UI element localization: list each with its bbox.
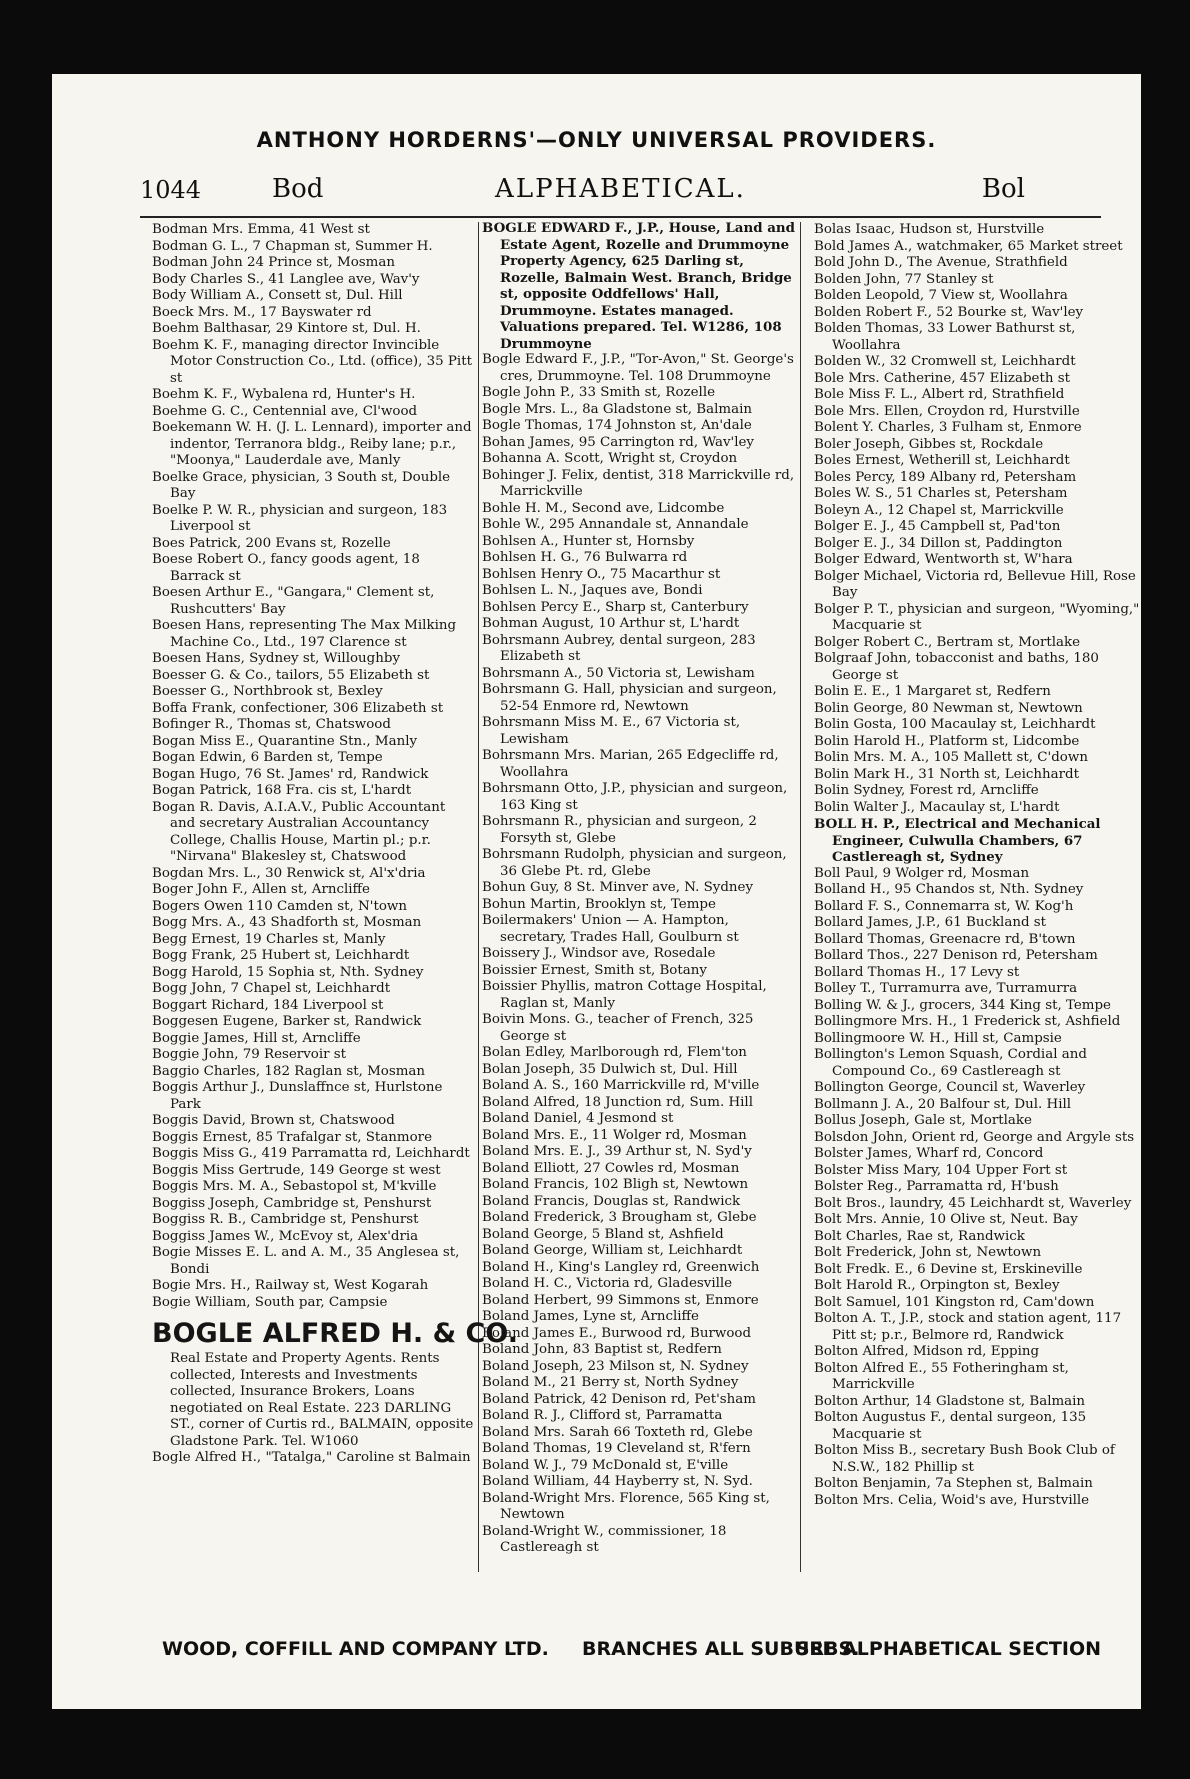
page-banner: ANTHONY HORDERNS'—ONLY UNIVERSAL PROVIDERS. (256, 128, 937, 152)
directory-entry: Bogle Edward F., J.P., "Tor-Avon," St. George's cres, Drummoyne. Tel. 108 Drummoyne (482, 352, 794, 384)
directory-entry: Boesser G. & Co., tailors, 55 Elizabeth st (152, 667, 430, 683)
directory-entry: Bogle Mrs. L., 8a Gladstone st, Balmain (482, 401, 752, 417)
directory-entry: Boland-Wright W., commissioner, 18 Castlereagh st (482, 1523, 727, 1555)
directory-entry: Bohanna A. Scott, Wright st, Croydon (482, 451, 738, 466)
directory-entry: Boland George, 5 Bland st, Ashfield (482, 1226, 724, 1242)
directory-entry: Bohun Martin, Brooklyn st, Tempe (482, 896, 716, 912)
ad-title: BOGLE ALFRED H. & CO. (152, 1318, 518, 1349)
footer-branches: BRANCHES ALL SUBURBS. (582, 1638, 860, 1660)
directory-entry: Bogg Harold, 15 Sophia st, Nth. Sydney (152, 964, 424, 980)
directory-entry: Bollingmoore W. H., Hill st, Campsie (814, 1030, 1062, 1046)
directory-entry: Boleyn A., 12 Chapel st, Marrickville (814, 502, 1064, 518)
directory-entry: Boland W. J., 79 McDonald st, E'ville (482, 1457, 729, 1473)
directory-entry: Bolster James, Wharf rd, Concord (814, 1146, 1044, 1161)
directory-entry: Bogg Frank, 25 Hubert st, Leichhardt (152, 948, 410, 963)
directory-entry: Boissier Ernest, Smith st, Botany (482, 962, 707, 978)
directory-entry: Boelke Grace, physician, 3 South st, Double Bay (152, 469, 451, 501)
directory-entry: Bolin Mrs. M. A., 105 Mallett st, C'down (814, 750, 1088, 765)
directory-entry: Boffa Frank, confectioner, 306 Elizabeth st (152, 700, 444, 716)
directory-entry: Bogg John, 7 Chapel st, Leichhardt (152, 981, 391, 996)
directory-entry: Bolling W. & J., grocers, 344 King st, Tempe (814, 997, 1111, 1013)
directory-entry: Bole Miss F. L., Albert rd, Strathfield (814, 387, 1065, 402)
directory-entry: Bogie William, South par, Campsie (152, 1294, 388, 1310)
directory-entry: Boles W. S., 51 Charles st, Petersham (814, 486, 1068, 501)
directory-entry: Bollard Thos., 227 Denison rd, Petersham (814, 948, 1098, 963)
directory-entry: Bohle W., 295 Annandale st, Annandale (482, 517, 749, 532)
directory-entry: Boggis Ernest, 85 Trafalgar st, Stanmore (152, 1129, 433, 1145)
directory-entry: Bohlsen L. N., Jaques ave, Bondi (482, 583, 703, 598)
directory-entry: Bolger Robert C., Bertram st, Mortlake (814, 634, 1081, 650)
directory-entry: Bolster Reg., Parramatta rd, H'bush (814, 1179, 1059, 1194)
directory-entry: Boland Patrick, 42 Denison rd, Pet'sham (482, 1391, 756, 1407)
directory-entry: Boland M., 21 Berry st, North Sydney (482, 1375, 739, 1390)
directory-entry: Bolden Thomas, 33 Lower Bathurst st, Woollahra (814, 321, 1076, 353)
directory-entry: Bolin Walter J., Macaulay st, L'hardt (814, 799, 1060, 815)
directory-entry: Bolton Miss B., secretary Bush Book Club of N.S.W., 182 Phillip st (814, 1443, 1115, 1475)
directory-entry: Boland Elliott, 27 Cowles rd, Mosman (482, 1160, 740, 1176)
directory-entry: Bold John D., The Avenue, Strathfield (814, 255, 1068, 270)
directory-entry: Bohrsmann Miss M. E., 67 Victoria st, Lewisham (482, 715, 741, 747)
directory-entry: Boland Joseph, 23 Milson st, N. Sydney (482, 1358, 749, 1374)
directory-entry: Boland George, William st, Leichhardt (482, 1243, 743, 1258)
running-head (140, 174, 1101, 208)
directory-entry: Boland Daniel, 4 Jesmond st (482, 1111, 674, 1126)
directory-entry: Bolin E. E., 1 Margaret st, Redfern (814, 684, 1051, 699)
directory-entry: Bolger P. T., physician and surgeon, "Wyoming," Macquarie st (814, 601, 1140, 633)
directory-entry: Boggie James, Hill st, Arncliffe (152, 1030, 361, 1046)
directory-entry: Boggiss R. B., Cambridge st, Penshurst (152, 1212, 419, 1227)
directory-entry: Boland Mrs. E., 11 Wolger rd, Mosman (482, 1127, 747, 1143)
directory-entry: Bolton A. T., J.P., stock and station agent, 117 Pitt st; p.r., Belmore rd, Randwick (814, 1311, 1122, 1343)
directory-entry: Bolin George, 80 Newman st, Newtown (814, 700, 1083, 716)
directory-entry: Bollard James, J.P., 61 Buckland st (814, 915, 1047, 930)
directory-entry: Bogan R. Davis, A.I.A.V., Public Accountant and secretary Australian Accountancy College, Challis House, Martin pl.; p.r. "Nirvana" Blakesley st, Chatswood (152, 799, 446, 864)
entry-list (152, 1450, 474, 1467)
directory-entry: Boggis Miss Gertrude, 149 George st west (152, 1162, 441, 1178)
directory-entry: Bolsdon John, Orient rd, George and Argyle sts (814, 1129, 1135, 1145)
directory-entry: Bohlsen Henry O., 75 Macarthur st (482, 566, 721, 582)
directory-entry: Bolt Harold R., Orpington st, Bexley (814, 1278, 1060, 1293)
column-2 (482, 220, 796, 1668)
directory-entry: Body Charles S., 41 Langlee ave, Wav'y (152, 271, 420, 287)
directory-entry: Bohrsmann A., 50 Victoria st, Lewisham (482, 665, 755, 681)
directory-entry: Body William A., Consett st, Dul. Hill (152, 288, 403, 303)
directory-entry: Bodman G. L., 7 Chapman st, Summer H. (152, 238, 433, 254)
directory-entry: Bolan Joseph, 35 Dulwich st, Dul. Hill (482, 1061, 738, 1077)
directory-entry: Bolt Frederick, John st, Newtown (814, 1245, 1042, 1260)
directory-entry: BOGLE EDWARD F., J.P., House, Land and Estate Agent, Rozelle and Drummoyne Property Agency, 625 Darling st, Rozelle, Balmain West. Branch, Bridge st, opposite Oddfellows' Hall, Drummoyne. Estates managed. Valuations prepared. Tel. W1286, 108 Drummoyne (482, 220, 796, 352)
directory-entry: Boland Mrs. Sarah 66 Toxteth rd, Glebe (482, 1424, 753, 1440)
directory-entry: Bohlsen H. G., 76 Bulwarra rd (482, 550, 688, 565)
directory-entry: Boesser G., Northbrook st, Bexley (152, 684, 383, 699)
directory-entry: Bohrsmann Otto, J.P., physician and surgeon, 163 King st (482, 781, 788, 813)
guide-word-first: Bod (272, 174, 324, 204)
directory-entry: Bogan Miss E., Quarantine Stn., Manly (152, 733, 418, 749)
directory-entry: Bolan Edley, Marlborough rd, Flem'ton (482, 1045, 747, 1060)
directory-entry: Boggis David, Brown st, Chatswood (152, 1113, 395, 1128)
directory-entry: Boissier Phyllis, matron Cottage Hospital, Raglan st, Manly (482, 979, 767, 1011)
directory-entry: Bolden Robert F., 52 Bourke st, Wav'ley (814, 304, 1084, 320)
directory-entry: Boivin Mons. G., teacher of French, 325 George st (482, 1012, 754, 1044)
directory-entry: Bohle H. M., Second ave, Lidcombe (482, 500, 725, 516)
footer-see: SEE ALPHABETICAL SECTION (795, 1638, 1101, 1660)
directory-entry: Bollington's Lemon Squash, Cordial and Compound Co., 69 Castlereagh st (814, 1047, 1087, 1079)
directory-entry: Bolley T., Turramurra ave, Turramurra (814, 981, 1078, 996)
ad-text: Real Estate and Property Agents. Rents collected, Interests and Investments collected, Insurance Brokers, Loans negotiated on Real Estate. 223 DARLING ST., corner of Curtis rd., BALMAIN, opposite Gladstone Park. Tel. W1060 (170, 1351, 474, 1449)
directory-entry: Bogle Thomas, 174 Johnston st, An'dale (482, 418, 752, 433)
directory-entry: Boland Alfred, 18 Junction rd, Sum. Hill (482, 1094, 753, 1110)
directory-entry: Bolton Mrs. Celia, Woid's ave, Hurstville (814, 1492, 1090, 1508)
column-1 (152, 222, 518, 1670)
directory-entry: Boland Francis, 102 Bligh st, Newtown (482, 1177, 749, 1192)
directory-entry: Bollard Thomas H., 17 Levy st (814, 964, 1020, 980)
directory-entry: Boland-Wright Mrs. Florence, 565 King st, Newtown (482, 1490, 770, 1522)
directory-entry: Bolden W., 32 Cromwell st, Leichhardt (814, 354, 1076, 369)
directory-entry: Boland Mrs. E. J., 39 Arthur st, N. Syd'y (482, 1144, 752, 1159)
footer-advertiser: WOOD, COFFILL AND COMPANY LTD. (162, 1638, 549, 1660)
directory-entry: Boekemann W. H. (J. L. Lennard), importer and indentor, Terranora bldg., Reiby lane; p.r., "Moonya," Lauderdale ave, Manly (152, 420, 472, 468)
directory-entry: Bolger E. J., 45 Campbell st, Pad'ton (814, 519, 1061, 534)
directory-entry: Bolin Gosta, 100 Macaulay st, Leichhardt (814, 717, 1096, 732)
directory-entry: Boland A. S., 160 Marrickville rd, M'ville (482, 1078, 760, 1093)
directory-entry: Bofinger R., Thomas st, Chatswood (152, 717, 391, 732)
directory-entry: Boggis Arthur J., Dunslaffnce st, Hurlstone Park (152, 1080, 443, 1112)
directory-entry: Boesen Hans, representing The Max Milking Machine Co., Ltd., 197 Clarence st (152, 618, 457, 650)
directory-entry: Bole Mrs. Ellen, Croydon rd, Hurstville (814, 403, 1080, 419)
directory-entry: Bolt Fredk. E., 6 Devine st, Erskineville (814, 1261, 1083, 1277)
directory-entry: Boland James E., Burwood rd, Burwood (482, 1325, 752, 1341)
directory-entry: Bodman John 24 Prince st, Mosman (152, 255, 395, 270)
directory-entry: Bollard F. S., Connemarra st, W. Kog'h (814, 898, 1074, 914)
directory-entry: Bohrsmann R., physician and surgeon, 2 Forsyth st, Glebe (482, 814, 757, 846)
directory-entry: Boland William, 44 Hayberry st, N. Syd. (482, 1474, 753, 1489)
directory-entry: Bogan Edwin, 6 Barden st, Tempe (152, 750, 383, 765)
directory-entry: Bohlsen A., Hunter st, Hornsby (482, 533, 695, 549)
directory-entry: Boelke P. W. R., physician and surgeon, 183 Liverpool st (152, 502, 448, 534)
directory-entry: Bolt Samuel, 101 Kingston rd, Cam'down (814, 1294, 1095, 1310)
directory-entry: Bodman Mrs. Emma, 41 West st (152, 222, 370, 237)
directory-entry: Bolster Miss Mary, 104 Upper Fort st (814, 1162, 1068, 1178)
directory-entry: Boland Herbert, 99 Simmons st, Enmore (482, 1292, 759, 1308)
directory-entry: Boland H. C., Victoria rd, Gladesville (482, 1276, 733, 1291)
directory-entry: Bolin Harold H., Platform st, Lidcombe (814, 733, 1080, 749)
directory-entry: Boles Ernest, Wetherill st, Leichhardt (814, 453, 1070, 468)
directory-entry: Boggesen Eugene, Barker st, Randwick (152, 1014, 422, 1029)
directory-entry: Boland Francis, Douglas st, Randwick (482, 1193, 741, 1209)
directory-entry: Bold James A., watchmaker, 65 Market street (814, 238, 1123, 254)
directory-entry: Bollmann J. A., 20 Balfour st, Dul. Hill (814, 1096, 1072, 1112)
entry-list (152, 222, 474, 1311)
directory-entry: Boggiss James W., McEvoy st, Alex'dria (152, 1228, 419, 1244)
directory-entry: Boeck Mrs. M., 17 Bayswater rd (152, 304, 372, 320)
directory-entry: Bohun Guy, 8 St. Minver ave, N. Sydney (482, 880, 754, 895)
directory-entry: Boggie John, 79 Reservoir st (152, 1047, 347, 1062)
directory-entry: Bolas Isaac, Hudson st, Hurstville (814, 222, 1045, 237)
directory-entry: Bolin Mark H., 31 North st, Leichhardt (814, 766, 1079, 782)
page-footer (162, 1638, 1101, 1660)
directory-entry: Bogan Patrick, 168 Fra. cis st, L'hardt (152, 783, 412, 798)
directory-entry: Bogle John P., 33 Smith st, Rozelle (482, 385, 716, 400)
directory-entry: Boland John, 83 Baptist st, Redfern (482, 1342, 722, 1357)
directory-entry: Boes Patrick, 200 Evans st, Rozelle (152, 535, 391, 551)
directory-entry: Bohinger J. Felix, dentist, 318 Marrickville rd, Marrickville (482, 467, 795, 499)
directory-entry: Boilermakers' Union — A. Hampton, secretary, Trades Hall, Goulburn st (482, 913, 739, 945)
directory-entry: Bolger Edward, Wentworth st, W'hara (814, 552, 1073, 567)
directory-entry: Bollard Thomas, Greenacre rd, B'town (814, 931, 1076, 947)
advertisement (152, 1317, 518, 1450)
directory-entry: Bogan Hugo, 76 St. James' rd, Randwick (152, 766, 429, 782)
directory-entry: Bogie Misses E. L. and A. M., 35 Anglesea st, Bondi (152, 1245, 460, 1277)
directory-entry: Boesen Arthur E., "Gangara," Clement st, Rushcutters' Bay (152, 585, 435, 617)
directory-entry: Bogle Alfred H., "Tatalga," Caroline st Balmain (152, 1450, 471, 1465)
directory-entry: Bohrsmann Mrs. Marian, 265 Edgecliffe rd, Woollahra (482, 748, 779, 780)
directory-entry: Bolden John, 77 Stanley st (814, 271, 994, 287)
directory-entry: Bogie Mrs. H., Railway st, West Kogarah (152, 1278, 429, 1293)
directory-entry: Boland Frederick, 3 Brougham st, Glebe (482, 1210, 757, 1225)
guide-word-last: Bol (981, 174, 1025, 204)
directory-entry: Boggis Mrs. M. A., Sebastopol st, M'kville (152, 1179, 437, 1194)
directory-entry: Bolton Benjamin, 7a Stephen st, Balmain (814, 1476, 1093, 1491)
directory-entry: Bogers Owen 110 Camden st, N'town (152, 898, 407, 914)
directory-entry: Bolt Mrs. Annie, 10 Olive st, Neut. Bay (814, 1212, 1078, 1227)
directory-entry: Boggis Miss G., 419 Parramatta rd, Leichhardt (152, 1146, 470, 1161)
directory-entry: Boles Percy, 189 Albany rd, Petersham (814, 469, 1077, 485)
directory-entry: Bohrsmann G. Hall, physician and surgeon, 52-54 Enmore rd, Newtown (482, 682, 777, 714)
directory-entry: Bolgraaf John, tobacconist and baths, 180 George st (814, 651, 1099, 683)
directory-entry: Bole Mrs. Catherine, 457 Elizabeth st (814, 370, 1070, 386)
directory-entry: Bogdan Mrs. L., 30 Renwick st, Al'x'dria (152, 865, 426, 881)
directory-entry: Boggiss Joseph, Cambridge st, Penshurst (152, 1195, 432, 1211)
directory-entry: Bohrsmann Rudolph, physician and surgeon, 36 Glebe Pt. rd, Glebe (482, 847, 787, 879)
directory-page (52, 74, 1141, 1709)
directory-entry: Bolton Arthur, 14 Gladstone st, Balmain (814, 1393, 1086, 1409)
directory-entry: Boehm K. F., Wybalena rd, Hunter's H. (152, 387, 416, 402)
directory-entry: Boll Paul, 9 Wolger rd, Mosman (814, 865, 1030, 881)
directory-entry: Boehm K. F., managing director Invincible Motor Construction Co., Ltd. (office), 35 Pitt st (152, 337, 472, 386)
directory-entry: Baggio Charles, 182 Raglan st, Mosman (152, 1063, 426, 1079)
directory-entry: BOLL H. P., Electrical and Mechanical Engineer, Culwulla Chambers, 67 Castlereagh st, Sydney (814, 816, 1101, 865)
directory-entry: Boissery J., Windsor ave, Rosedale (482, 946, 716, 961)
directory-entry: Bolt Charles, Rae st, Randwick (814, 1228, 1025, 1244)
directory-entry: Bollington George, Council st, Waverley (814, 1080, 1086, 1095)
directory-entry: Bolent Y. Charles, 3 Fulham st, Enmore (814, 420, 1082, 435)
directory-entry: Boland R. J., Clifford st, Parramatta (482, 1408, 723, 1423)
directory-entry: Bohan James, 95 Carrington rd, Wav'ley (482, 434, 754, 450)
directory-entry: Bogg Mrs. A., 43 Shadforth st, Mosman (152, 915, 422, 930)
directory-entry: Boland H., King's Langley rd, Greenwich (482, 1259, 760, 1275)
directory-entry: Bohrsmann Aubrey, dental surgeon, 283 Elizabeth st (482, 632, 756, 664)
directory-entry: Boehm Balthasar, 29 Kintore st, Dul. H. (152, 321, 421, 336)
directory-entry: Bolton Alfred E., 55 Fotheringham st, Marrickville (814, 1360, 1069, 1392)
directory-entry: Boland James, Lyne st, Arncliffe (482, 1309, 699, 1324)
directory-entry: Bolger Michael, Victoria rd, Bellevue Hill, Rose Bay (814, 568, 1136, 600)
directory-entry: Bollus Joseph, Gale st, Mortlake (814, 1113, 1032, 1128)
directory-entry: Boesen Hans, Sydney st, Willoughby (152, 651, 401, 666)
directory-entry: Bolden Leopold, 7 View st, Woollahra (814, 288, 1068, 303)
column-divider (800, 222, 801, 1572)
directory-entry: Boggart Richard, 184 Liverpool st (152, 997, 384, 1013)
directory-entry: Bolger E. J., 34 Dillon st, Paddington (814, 535, 1063, 551)
directory-entry: Begg Ernest, 19 Charles st, Manly (152, 931, 386, 947)
directory-entry: Boger John F., Allen st, Arncliffe (152, 882, 370, 897)
directory-entry: Bohman August, 10 Arthur st, L'hardt (482, 616, 740, 631)
directory-entry: Bollingmore Mrs. H., 1 Frederick st, Ashfield (814, 1014, 1121, 1029)
column-3 (814, 222, 1141, 1670)
directory-entry: Boland Thomas, 19 Cleveland st, R'fern (482, 1441, 751, 1456)
section-title: ALPHABETICAL. (495, 174, 746, 204)
directory-entry: Boehme G. C., Centennial ave, Cl'wood (152, 403, 418, 419)
header-rule (140, 216, 1101, 218)
ad-body (152, 1351, 474, 1450)
directory-entry: Boler Joseph, Gibbes st, Rockdale (814, 436, 1044, 452)
column-divider (478, 222, 479, 1572)
page-number: 1044 (140, 176, 202, 204)
directory-entry: Bolt Bros., laundry, 45 Leichhardt st, Waverley (814, 1195, 1132, 1211)
directory-entry: Bolin Sydney, Forest rd, Arncliffe (814, 783, 1039, 798)
directory-entry: Bolton Augustus F., dental surgeon, 135 Macquarie st (814, 1410, 1087, 1442)
directory-entry: Boese Robert O., fancy goods agent, 18 Barrack st (152, 552, 420, 584)
directory-entry: Bolton Alfred, Midson rd, Epping (814, 1344, 1040, 1359)
directory-entry: Bolland H., 95 Chandos st, Nth. Sydney (814, 882, 1084, 897)
directory-entry: Bohlsen Percy E., Sharp st, Canterbury (482, 599, 749, 615)
